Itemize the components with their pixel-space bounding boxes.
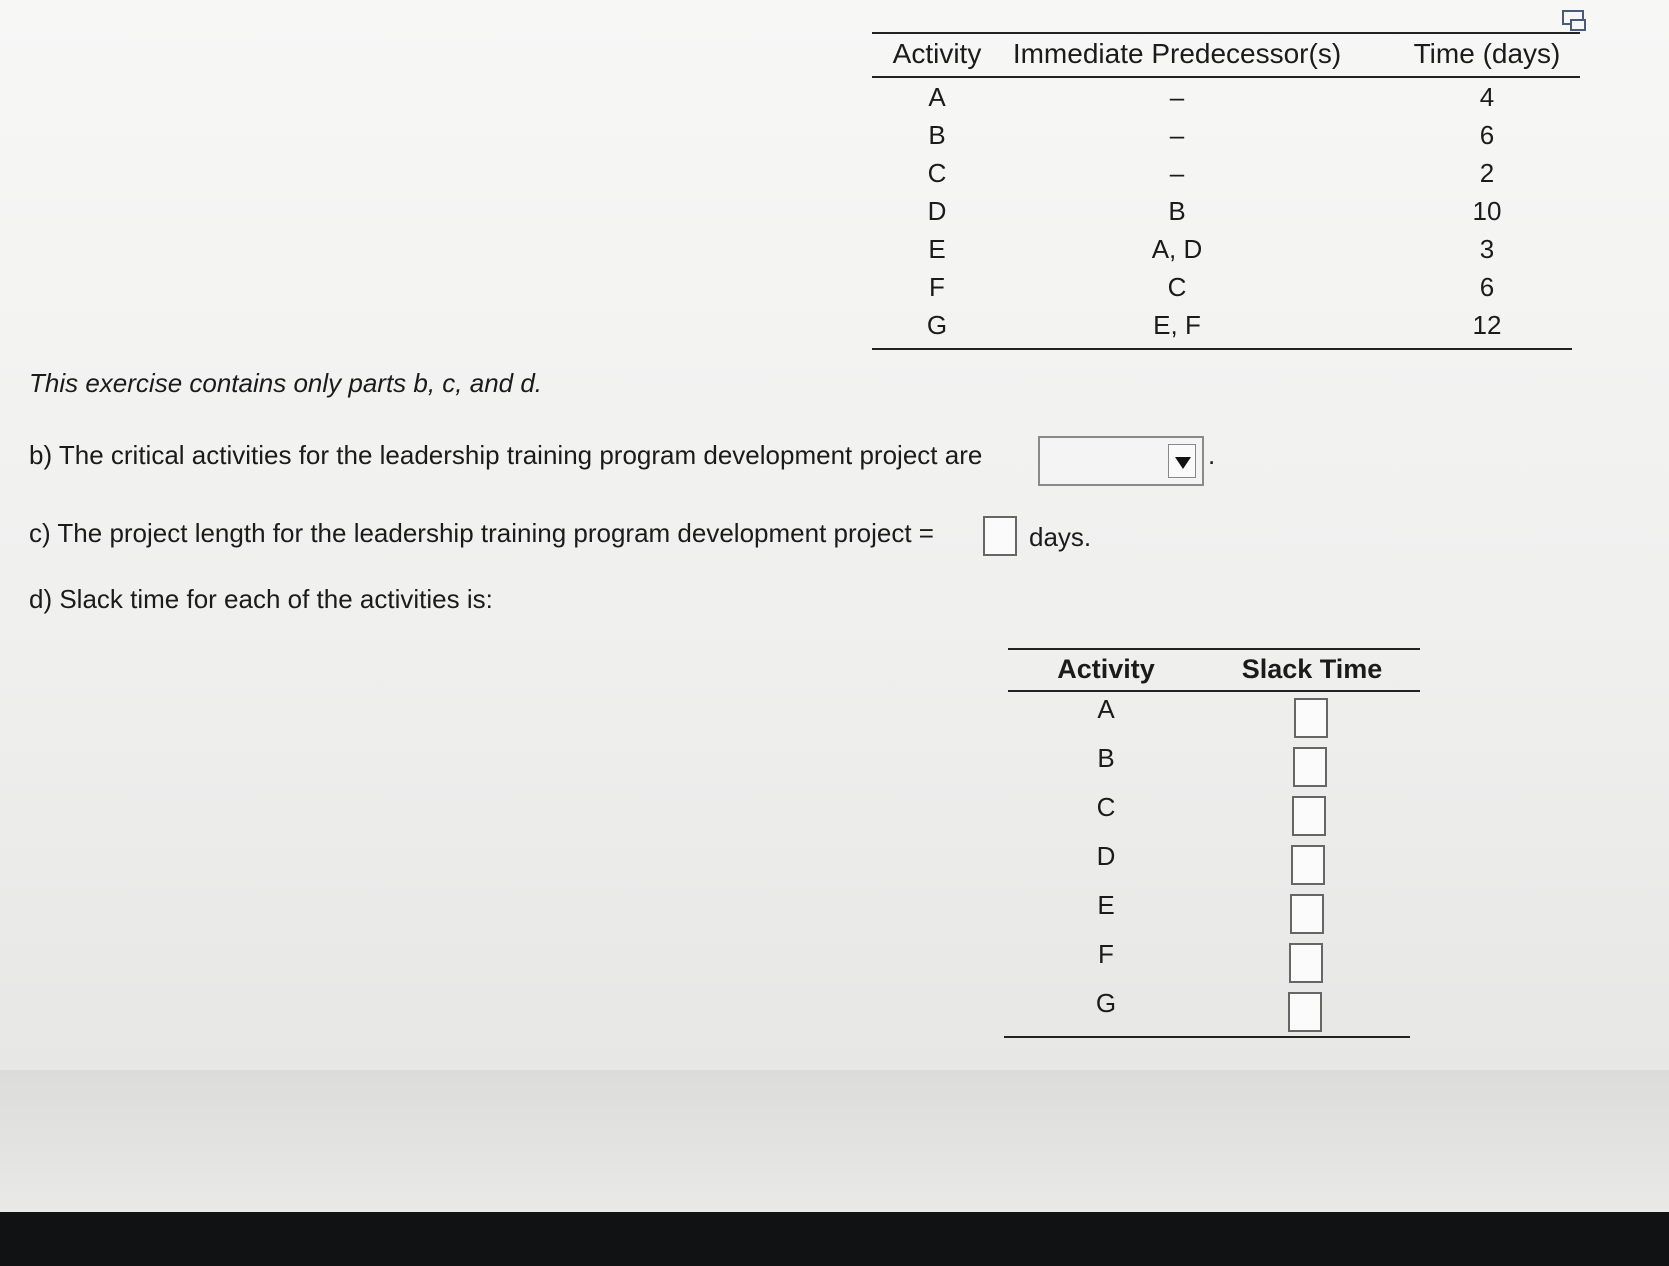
part-c-unit: days. xyxy=(1029,522,1092,552)
header-time: Time (days) xyxy=(1413,38,1561,69)
row-time: 4 xyxy=(1479,82,1495,112)
row-activity: B xyxy=(928,120,946,150)
row-activity: G xyxy=(926,310,948,340)
table-header-rule xyxy=(872,76,1580,78)
slack-table-bottom-rule xyxy=(1004,1036,1410,1038)
row-predecessors: – xyxy=(1169,82,1185,112)
intro-text: This exercise contains only parts b, c, and d. xyxy=(29,368,543,398)
expand-icon[interactable] xyxy=(1560,8,1588,34)
row-time: 6 xyxy=(1479,120,1495,150)
row-time: 12 xyxy=(1472,310,1502,340)
monitor-bezel xyxy=(0,1212,1669,1266)
row-predecessors: – xyxy=(1169,120,1185,150)
row-time: 2 xyxy=(1479,158,1495,188)
slack-row-activity: G xyxy=(1095,988,1117,1018)
part-b-text: b) The critical activities for the leadership training program development project are xyxy=(29,440,983,470)
row-predecessors: B xyxy=(1168,196,1186,226)
part-b-period: . xyxy=(1208,440,1216,470)
part-c-text: c) The project length for the leadership training program development project = xyxy=(29,518,934,548)
project-length-input[interactable] xyxy=(983,516,1017,556)
row-activity: C xyxy=(927,158,947,188)
slack-input-b[interactable] xyxy=(1293,747,1327,787)
row-predecessors: E, F xyxy=(1153,310,1201,340)
slack-header-slack-time: Slack Time xyxy=(1241,654,1383,684)
slack-input-c[interactable] xyxy=(1292,796,1326,836)
row-predecessors: – xyxy=(1169,158,1185,188)
slack-table-header-rule xyxy=(1008,690,1420,692)
slack-row-activity: B xyxy=(1097,743,1115,773)
critical-activities-dropdown[interactable] xyxy=(1038,436,1204,486)
lower-panel xyxy=(0,1070,1669,1212)
slack-input-e[interactable] xyxy=(1290,894,1324,934)
dropdown-arrow-icon[interactable] xyxy=(1168,444,1196,478)
row-predecessors: A, D xyxy=(1151,234,1203,264)
slack-row-activity: A xyxy=(1097,694,1115,724)
part-d-text: d) Slack time for each of the activities is: xyxy=(29,584,493,614)
row-activity: E xyxy=(928,234,946,264)
row-activity: A xyxy=(928,82,946,112)
row-time: 10 xyxy=(1472,196,1502,226)
table-bottom-rule xyxy=(872,348,1572,350)
slack-row-activity: D xyxy=(1096,841,1116,871)
header-activity: Activity xyxy=(892,38,982,69)
slack-input-g[interactable] xyxy=(1288,992,1322,1032)
slack-input-a[interactable] xyxy=(1294,698,1328,738)
slack-input-d[interactable] xyxy=(1291,845,1325,885)
slack-row-activity: C xyxy=(1096,792,1116,822)
slack-input-f[interactable] xyxy=(1289,943,1323,983)
slack-table-top-rule xyxy=(1008,648,1420,650)
row-time: 3 xyxy=(1479,234,1495,264)
slack-header-activity: Activity xyxy=(1057,654,1155,684)
row-activity: F xyxy=(929,272,945,302)
slack-row-activity: F xyxy=(1098,939,1114,969)
row-predecessors: C xyxy=(1167,272,1187,302)
slack-row-activity: E xyxy=(1097,890,1115,920)
header-predecessors: Immediate Predecessor(s) xyxy=(1012,38,1342,69)
table-top-rule xyxy=(872,32,1580,34)
row-activity: D xyxy=(927,196,947,226)
row-time: 6 xyxy=(1479,272,1495,302)
